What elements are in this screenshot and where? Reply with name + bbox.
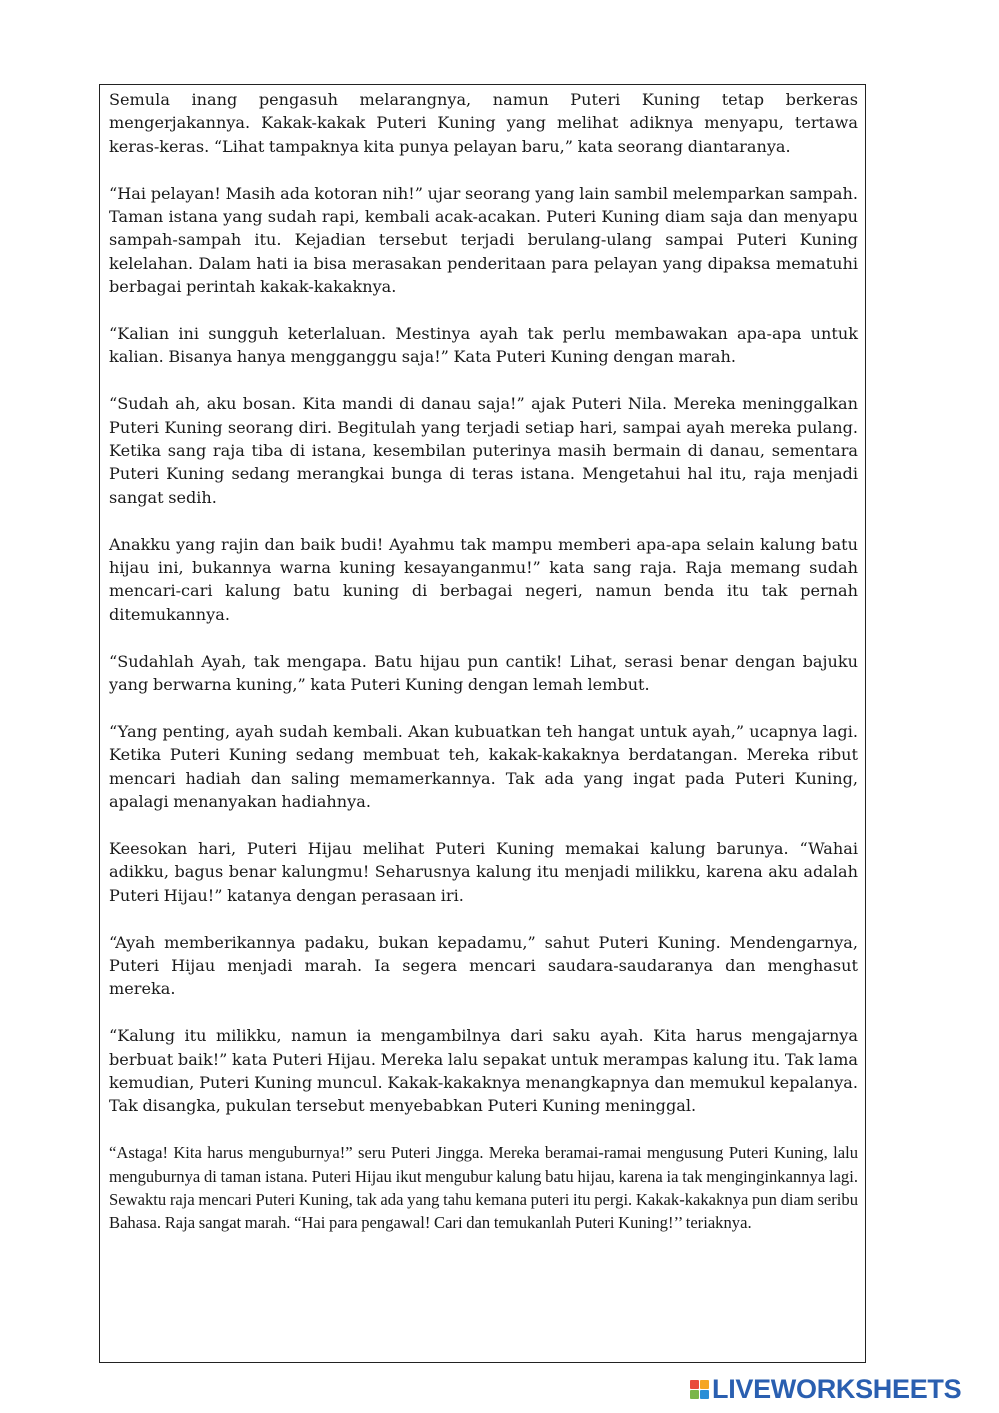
paragraph-8: Keesokan hari, Puteri Hijau melihat Puteri Kuning memakai kalung barunya. “Wahai adikku, bagus benar kalungmu! Seharusnya kalung itu menjadi milikku, karena aku adalah Puteri Hijau!” katanya dengan perasaan iri. — [109, 838, 858, 905]
liveworksheets-brand — [690, 1374, 990, 1404]
paragraph-3: “Kalian ini sungguh keterlaluan. Mestinya ayah tak perlu membawakan apa-apa untuk kalian. Bisanya hanya mengganggu saja!” Kata Puteri Kuning dengan marah. — [109, 324, 858, 367]
brand-name: LIVEWORKSHEETS — [712, 1374, 962, 1404]
logo-tile-orange — [700, 1380, 709, 1389]
paragraph-6: “Sudahlah Ayah, tak mengapa. Batu hijau pun cantik! Lihat, serasi benar dengan bajuku yang berwarna kuning,” kata Puteri Kuning dengan lemah lembut. — [109, 651, 858, 695]
paragraph-4: “Sudah ah, aku bosan. Kita mandi di danau saja!” ajak Puteri Nila. Mereka meninggalkan Puteri Kuning seorang diri. Begitulah yang terjadi setiap hari, sampai ayah mereka pulang. Ketika sang raja tiba di istana, kesembilan puterinya masih bermain di danau, sementara Puteri Kuning sedang merangkai bunga di teras istana. Mengetahui hal itu, raja menjadi sangat sedih. — [109, 394, 858, 507]
paragraph-11: “Astaga! Kita harus menguburnya!” seru Puteri Jingga. Mereka beramai-ramai mengusung Puteri Kuning, lalu menguburnya di taman istana. Puteri Hijau ikut mengubur kalung batu hijau, karena ia tak menginginkannya lagi. Sewaktu raja mencari Puteri Kuning, tak ada yang tahu kemana puteri itu pergi. Kakak-kakaknya pun diam seribu Bahasa. Raja sangat marah. “Hai para pengawal! Cari dan temukanlah Puteri Kuning!’’ teriaknya. — [109, 1143, 858, 1233]
paragraph-2: “Hai pelayan! Masih ada kotoran nih!” ujar seorang yang lain sambil melemparkan sampah. Taman istana yang sudah rapi, kembali acak-acakan. Puteri Kuning diam saja dan menyapu sampah-sampah itu. Kejadian tersebut terjadi berulang-ulang sampai Puteri Kuning kelelahan. Dalam hati ia bisa merasakan penderitaan para pelayan yang dipaksa mematuhi berbagai perintah kakak-kakaknya. — [109, 183, 858, 297]
liveworksheets-logo-icon — [690, 1380, 709, 1399]
paragraph-5: Anakku yang rajin dan baik budi! Ayahmu tak mampu memberi apa-apa selain kalung batu hijau ini, bukannya warna kuning kesayanganmu!” kata sang raja. Raja memang sudah mencari-cari kalung batu kuning di berbagai negeri, namun benda itu tak pernah ditemukannya. — [109, 534, 858, 624]
logo-tile-green — [690, 1390, 699, 1399]
paragraph-10: “Kalung itu milikku, namun ia mengambilnya dari saku ayah. Kita harus mengajarnya berbuat baik!” kata Puteri Hijau. Mereka lalu sepakat untuk merampas kalung itu. Tak lama kemudian, Puteri Kuning muncul. Kakak-kakaknya menangkapnya dan memukul kepalanya. Tak disangka, pukulan tersebut menyebabkan Puteri Kuning meninggal. — [109, 1026, 858, 1116]
logo-tile-red — [690, 1380, 699, 1389]
paragraph-1: Semula inang pengasuh melarangnya, namun Puteri Kuning tetap berkeras mengerjakannya. Kakak-kakak Puteri Kuning yang melihat adiknya menyapu, tertawa keras-keras. “Lihat tampaknya kita punya pelayan baru,” kata seorang diantaranya. — [109, 90, 858, 156]
paragraph-9: “Ayah memberikannya padaku, bukan kepadamu,” sahut Puteri Kuning. Mendengarnya, Puteri Hijau menjadi marah. Ia segera mencari saudara-saudaranya dan menghasut mereka. — [109, 932, 858, 999]
logo-tile-blue — [700, 1390, 709, 1399]
paragraph-7: “Yang penting, ayah sudah kembali. Akan kubuatkan teh hangat untuk ayah,” ucapnya lagi. Ketika Puteri Kuning sedang membuat teh, kakak-kakaknya berdatangan. Mereka ribut mencari hadiah dan saling memamerkannya. Tak ada yang ingat pada Puteri Kuning, apalagi menanyakan hadiahnya. — [109, 721, 858, 812]
story-text — [109, 88, 858, 1258]
